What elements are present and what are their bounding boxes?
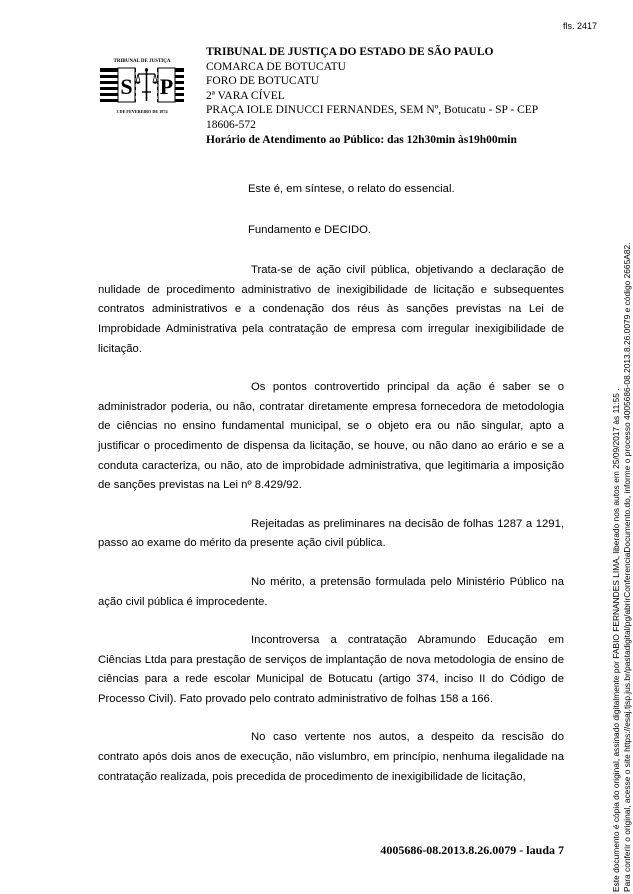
paragraph-case: No caso vertente nos autos, a despeito da rescisão do contrato após dois anos de execução, não vislumbro, em princípio, nenhuma ilegalidade na contratação realizada, pois precedida de procedimento de inexigibilidade de licitação,	[98, 731, 564, 783]
seal-letter-s: S	[120, 74, 133, 99]
foro-line: FORO DE BOTUCATU	[206, 75, 320, 88]
paragraph-decide: Fundamento e DECIDO.	[248, 223, 372, 236]
paragraph-controversy: Os pontos controvertido principal da ação é saber se o administrador poderia, ou não, contratar diretamente empresa fornecedora de metodologia de ciências no ensino fundamental municipal, se o objeto era ou não singular, apto a justificar o procedimento de dispensa da licitação, se houve, ou não dano ao erário e se a conduta caracteriza, ou não, ato de improbidade administrativa, que legitimaria a imposição de sanções previstas na Lei nº 8.429/92.	[98, 381, 564, 492]
court-name: TRIBUNAL DE JUSTIÇA DO ESTADO DE SÃO PAULO	[206, 46, 494, 58]
address-line-1: PRAÇA IOLE DINUCCI FERNANDES, SEM Nº, Botucatu - SP - CEP	[206, 104, 539, 117]
side-note-line-1: Este documento é cópia do original, assinado digitalmente por FABIO FERNANDES LIMA, liberado nos autos em 25/09/2017 às 11:55 .	[611, 388, 621, 892]
seal-bottom-text: 3 DE FEVEREIRO DE 1874	[116, 109, 168, 114]
document-header	[206, 45, 576, 147]
seal-top-text: TRIBUNAL DE JUSTIÇA	[113, 59, 171, 64]
process-footer: 4005686-08.2013.8.26.0079 - lauda 7	[380, 843, 564, 857]
court-seal-logo	[100, 56, 184, 118]
address-line-2: 18606-572	[206, 118, 256, 131]
decision-body	[98, 180, 564, 787]
office-hours: Horário de Atendimento ao Público: das 12h30min às19h00min	[206, 133, 517, 146]
scales-of-justice-icon	[136, 67, 157, 103]
paragraph-preliminaries: Rejeitadas as preliminares na decisão de folhas 1287 a 1291, passo ao exame do mérito da presente ação civil pública.	[98, 517, 564, 550]
page-number: fls. 2417	[562, 21, 597, 31]
side-note-line-2: Para conferir o original, acesse o site https://esaj.tjsp.jus.br/pastadigital/pg/abrirConferenciaDocumento.do, informe o processo 4005686-08.2013.8.26.0079 e código 2665A82.	[622, 242, 632, 892]
paragraph-contract: Incontroversa a contratação Abramundo Educação em Ciências Ltda para prestação de serviços de implantação de nova metodologia de ensino de ciências para a rede escolar Municipal de Botucatu (artigo 374, inciso II do Código de Processo Civil). Fato provado pelo contrato administrativo de folhas 158 a 166.	[98, 634, 564, 705]
paragraph-object: Trata-se de ação civil pública, objetivando a declaração de nulidade de procedimento administrativo de inexigibilidade de licitação e subsequentes contratos administrativos e a condenação dos réus às sanções previstas na Lei de Improbidade Administrativa pela contratação de empresa com irregular inexigibilidade de licitação.	[98, 264, 564, 355]
paragraph-summary: Este é, em síntese, o relato do essencial.	[248, 183, 455, 195]
signature-side-note	[611, 152, 633, 892]
vara-line: 2ª VARA CÍVEL	[206, 89, 285, 102]
comarca-line: COMARCA DE BOTUCATU	[206, 60, 346, 73]
paragraph-merit: No mérito, a pretensão formulada pelo Ministério Público na ação civil pública é improcedente.	[98, 575, 564, 608]
seal-letter-p: P	[159, 74, 174, 99]
